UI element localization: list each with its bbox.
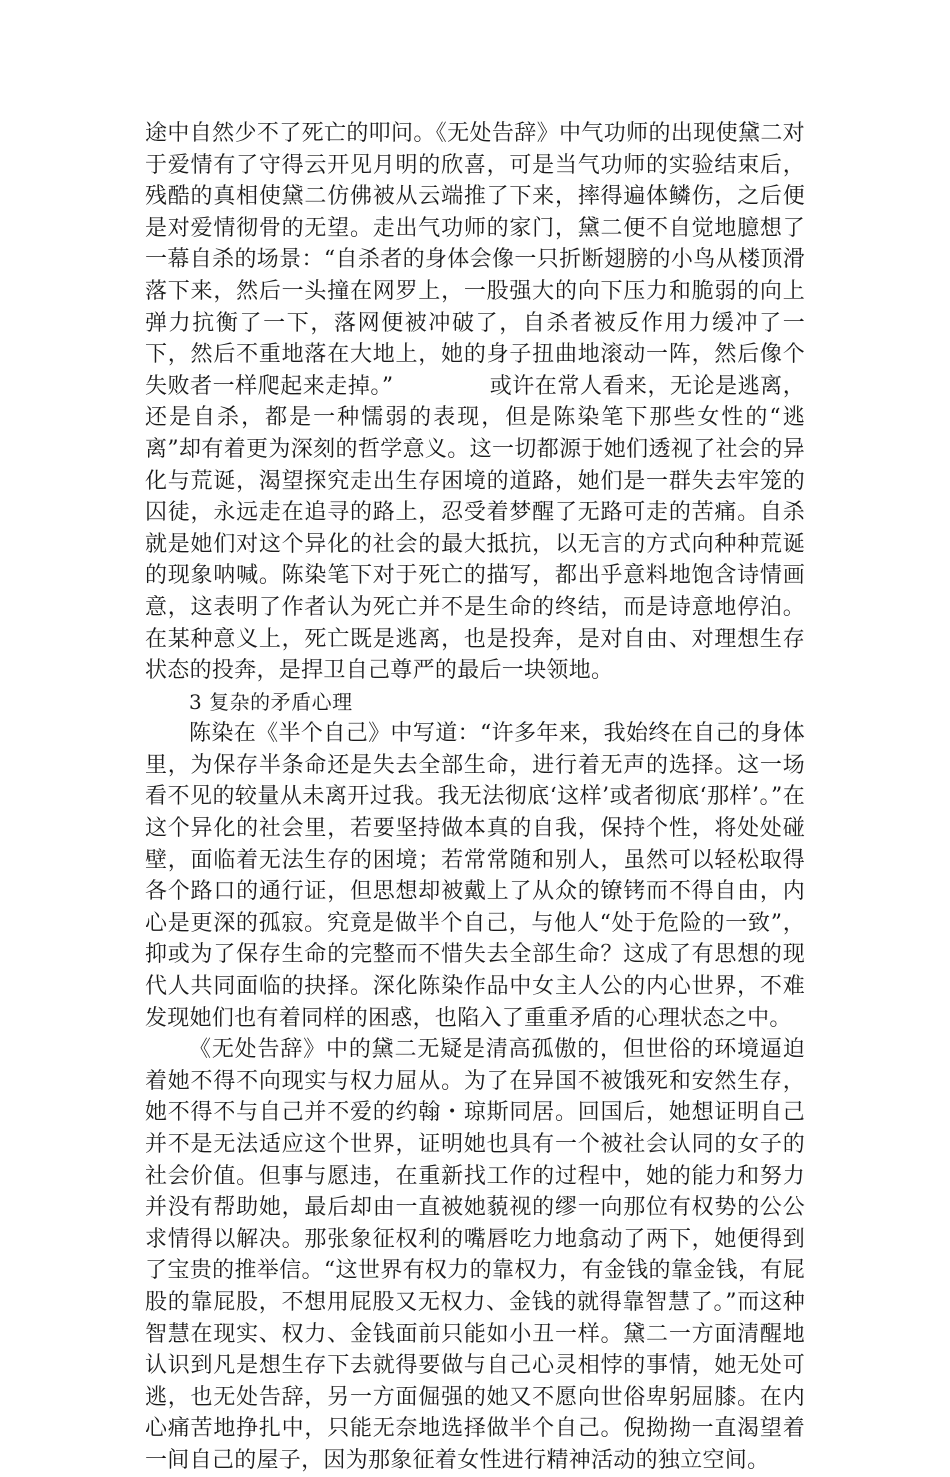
document-page: [145, 118, 805, 1477]
paragraph-dai-er: 《无处告辞》中的黛二无疑是清高孤傲的，但世俗的环境逼迫着她不得不向现实与权力屈从。为了在异国不被饿死和安然生存，她不得不与自己并不爱的约翰・琼斯同居。回国后，她想证明自己并不是无法适应这个世界，证明她也具有一个被社会认同的女子的社会价值。但事与愿违，在重新找工作的过程中，她的能力和努力并没有帮助她，最后却由一直被她藐视的缪一向那位有权势的公公求情得以解决。那张象征权利的嘴唇吃力地翕动了两下，她便得到了宝贵的推举信。“这世界有权力的靠权力，有金钱的靠金钱，有屁股的靠屁股，不想用屁股又无权力、金钱的就得靠智慧了。”而这种智慧在现实、权力、金钱面前只能如小丑一样。黛二一方面清醒地认识到凡是想生存下去就得要做与自己心灵相悖的事情，她无处可逃，也无处告辞，另一方面倔强的她又不愿向世俗卑躬屈膝。在内心痛苦地挣扎中，只能无奈地选择做半个自己。倪拗拗一直渴望着一间自己的屋子，因为那象征着女性进行精神活动的独立空间。: [145, 1037, 805, 1473]
section-heading: 3 复杂的矛盾心理: [189, 689, 353, 714]
paragraph-half-self: 陈染在《半个自己》中写道：“许多年来，我始终在自己的身体里，为保存半条命还是失去全部生命，进行着无声的选择。这一场看不见的较量从未离开过我。我无法彻底‘这样’或者彻底‘那样’。”在这个异化的社会里，若要坚持做本真的自我，保持个性，将处处碰壁，面临着无法生存的困境；若常常随和别人，虽然可以轻松取得各个路口的通行证，但思想却被戴上了从众的镣铐而不得自由，内心是更深的孤寂。究竟是做半个自己，与他人“处于危险的一致”，抑或为了保存生命的完整而不惜失去全部生命？这成了有思想的现代人共同面临的抉择。深化陈染作品中女主人公的内心世界，不难发现她们也有着同样的困惑，也陷入了重重矛盾的心理状态之中。: [145, 721, 805, 1031]
paragraph-death-inquiry: [145, 118, 805, 687]
paragraph-death-inquiry-part2: 或许在常人看来，无论是逃离，还是自杀，都是一种懦弱的表现，但是陈染笔下那些女性的“逃离”却有着更为深刻的哲学意义。这一切都源于她们透视了社会的异化与荒诞，渴望探究走出生存困境的道路，她们是一群失去牢笼的囚徒，永远走在追寻的路上，忍受着梦醒了无路可走的苦痛。自杀就是她们对这个异化的社会的最大抵抗，以无言的方式向种种荒诞的现象呐喊。陈染笔下对于死亡的描写，都出乎意料地饱含诗情画意，这表明了作者认为死亡并不是生命的终结，而是诗意地停泊。在某种意义上，死亡既是逃离，也是投奔，是对自由、对理想生存状态的投奔，是捍卫自己尊严的最后一块领地。: [145, 373, 805, 684]
paragraph-death-inquiry-part1: 途中自然少不了死亡的叩问。《无处告辞》中气功师的出现使黛二对于爱情有了守得云开见月明的欣喜，可是当气功师的实验结束后，残酷的真相使黛二仿佛被从云端推了下来，摔得遍体鳞伤，之后便是对爱情彻骨的无望。走出气功师的家门，黛二便不自觉地臆想了一幕自杀的场景：“自杀者的身体会像一只折断翅膀的小鸟从楼顶滑落下来，然后一头撞在网罗上，一股强大的向下压力和脆弱的向上弹力抗衡了一下，落网便被冲破了，自杀者被反作用力缓冲了一下，然后不重地落在大地上，她的身子扭曲地滚动一阵，然后像个失败者一样爬起来走掉。”: [145, 121, 805, 399]
